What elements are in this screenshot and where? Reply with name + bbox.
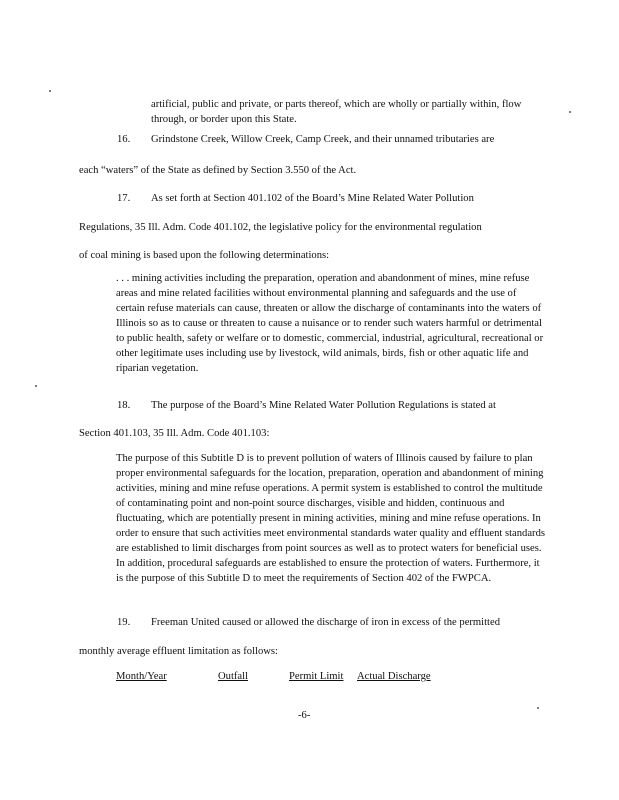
table-header-month-year: Month/Year	[116, 671, 167, 682]
paragraph-17-line-2: Regulations, 35 Ill. Adm. Code 401.102, the legislative policy for the environmental regulation	[79, 222, 482, 233]
paragraph-number: 18.	[117, 400, 131, 411]
page-number: -6-	[298, 710, 311, 721]
block-quote-401-103: The purpose of this Subtitle D is to prevent pollution of waters of Illinois caused by failure to plan proper environmental safeguards for the location, preparation, operation and abandonment of mining activities, mining and mine refuse operations. A permit system is established to control the multitude of contaminating point and non-point source discharges, visible and hidden, continuous and fluctuating, which are potentially present in mining activities, mining and mine refuse operations. In order to ensure that such activities meet environmental standards water quality and effluent standards are established to limit discharges from point sources as well as to protect waters for beneficial uses. In addition, procedural safeguards are established to ensure the protection of waters. Furthermore, it is the purpose of this Subtitle D to meet the requirements of Section 402 of the FWPCA.	[116, 453, 546, 584]
paragraph-17-line-1: As set forth at Section 401.102 of the Board’s Mine Related Water Pollution	[151, 193, 474, 204]
scan-speck	[49, 90, 51, 92]
paragraph-16-line-2: each “waters” of the State as defined by Section 3.550 of the Act.	[79, 165, 357, 176]
table-header-outfall: Outfall	[218, 671, 249, 682]
block-quote-401-102: . . . mining activities including the preparation, operation and abandonment of mines, mine refuse areas and mine related facilities without environmental planning and safeguards and the use of certain refuse materials can cause, threaten or allow the discharge of contaminants into the waters of Illinois so as to cause or threaten to cause a nuisance or to render such waters harmful or detrimental to public health, safety or welfare or to domestic, commercial, industrial, agricultural, recreational or other legitimate uses including use by livestock, wild animals, birds, fish or other aquatic life and riparian vegetation.	[116, 273, 544, 374]
scan-speck	[569, 111, 571, 113]
paragraph-19-line-2: monthly average effluent limitation as follows:	[79, 646, 278, 657]
table-header-actual-discharge: Actual Discharge	[357, 671, 431, 682]
paragraph-19-line-1: Freeman United caused or allowed the discharge of iron in excess of the permitted	[151, 617, 500, 628]
paragraph-16-line-1: Grindstone Creek, Willow Creek, Camp Creek, and their unnamed tributaries are	[151, 134, 495, 145]
paragraph-number: 17.	[117, 193, 131, 204]
paragraph-number: 19.	[117, 617, 131, 628]
table-header-permit-limit: Permit Limit	[289, 671, 344, 682]
quote-continuation: artificial, public and private, or parts thereof, which are wholly or partially within, flow through, or border upon this State.	[151, 99, 522, 125]
paragraph-17-line-3: of coal mining is based upon the following determinations:	[79, 250, 330, 261]
paragraph-number: 16.	[117, 134, 131, 145]
paragraph-18-line-2: Section 401.103, 35 Ill. Adm. Code 401.103:	[79, 428, 270, 439]
paragraph-18-line-1: The purpose of the Board’s Mine Related Water Pollution Regulations is stated at	[151, 400, 496, 411]
scan-speck	[537, 707, 539, 709]
scan-speck	[35, 385, 37, 387]
